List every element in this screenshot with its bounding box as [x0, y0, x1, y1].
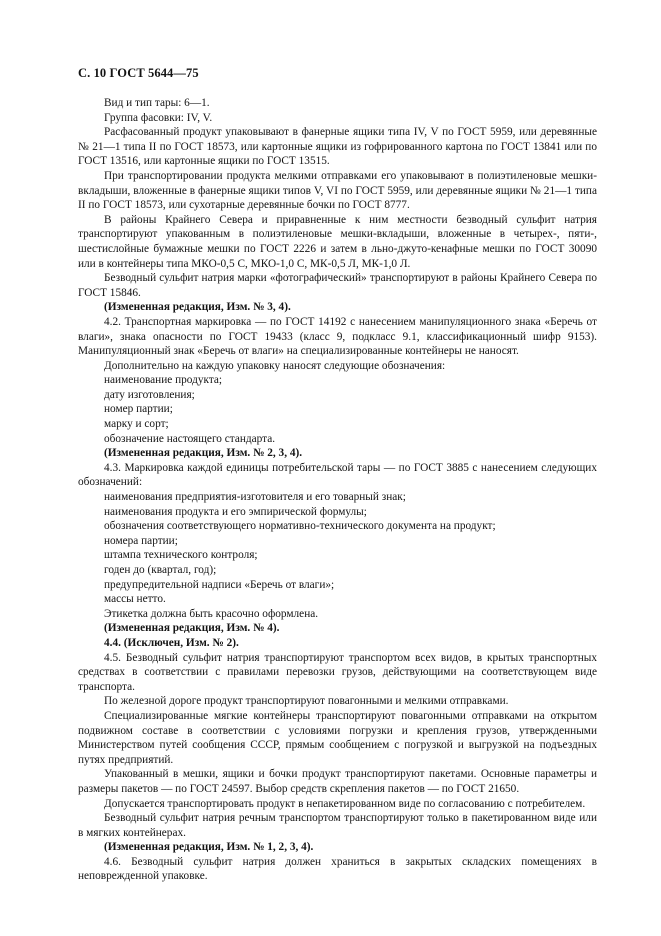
paragraph: наименования предприятия-изготовителя и его товарный знак;: [104, 491, 406, 504]
paragraph: Этикетка должна быть красочно оформлена.: [104, 607, 319, 620]
paragraph: В районы Крайнего Севера и приравненные к ним местности безводный сульфит натрия транспортируют упакованным в полиэтиленовые мешки-вкладыши, вложенные в четырех-, пяти-, шестислойные бумажные мешки по ГОСТ 2226 и затем в льно-джуто-кенафные мешки по ГОСТ 30090 или в контейнеры типа МКО-0,5 С, МКО-1,0 С, МК-0,5 Л, МК-1,0 Л.: [78, 213, 597, 270]
paragraph: Упакованный в мешки, ящики и бочки продукт транспортируют пакетами. Основные параметры и размеры пакетов — по ГОСТ 24597. Выбор средств скрепления пакетов — по ГОСТ 21650.: [78, 768, 597, 795]
paragraph: номер партии;: [104, 403, 173, 416]
paragraph: годен до (квартал, год);: [104, 564, 217, 576]
page-header: С. 10 ГОСТ 5644—75: [78, 66, 199, 80]
paragraph: Безводный сульфит натрия марки «фотографический» транспортируют в районы Крайнего Севера по ГОСТ 15846.: [78, 272, 597, 299]
paragraph: обозначение настоящего стандарта.: [104, 432, 276, 445]
paragraph: предупредительной надписи «Беречь от влаги»;: [104, 578, 335, 591]
paragraph: 4.3. Маркировка каждой единицы потребительской тары — по ГОСТ 3885 с нанесением следующих обозначений:: [78, 461, 597, 489]
amendment-note: (Измененная редакция, Изм. № 2, 3, 4).: [104, 447, 303, 460]
paragraph: Безводный сульфит натрия речным транспортом транспортируют только в пакетированном виде или в мягких контейнерах.: [78, 812, 597, 839]
paragraph: Дополнительно на каждую упаковку наносят следующие обозначения:: [104, 359, 446, 372]
paragraph: 4.6. Безводный сульфит натрия должен храниться в закрытых складских помещениях в неповрежденной упаковке.: [78, 855, 597, 883]
paragraph: дату изготовления;: [104, 388, 195, 401]
paragraph: наименования продукта и его эмпирической формулы;: [104, 505, 367, 518]
paragraph: Допускается транспортировать продукт в непакетированном виде по согласованию с потребителем.: [104, 797, 586, 810]
paragraph: наименование продукта;: [104, 374, 223, 387]
paragraph: массы нетто.: [104, 593, 166, 606]
paragraph: марку и сорт;: [104, 418, 169, 431]
paragraph: Группа фасовки: IV, V.: [104, 111, 213, 124]
paragraph: 4.5. Безводный сульфит натрия транспортируют транспортом всех видов, в крытых транспортных средствах в соответствии с правилами перевозки грузов, действующими на соответствующем виде транспорта.: [78, 651, 597, 693]
paragraph: Специализированные мягкие контейнеры транспортируют повагонными отправками на открытом подвижном составе в соответствии с условиями погрузки и крепления грузов, утвержденными Министерством путей сообщения СССР, прямым сообщением с погрузкой и выгрузкой на подъездных путях предприятий.: [78, 709, 597, 766]
paragraph: штампа технического контроля;: [104, 549, 258, 562]
paragraph: Вид и тип тары: 6—1.: [104, 97, 210, 109]
paragraph: 4.2. Транспортная маркировка — по ГОСТ 14192 с нанесением манипуляционного знака «Беречь от влаги», знака опасности по ГОСТ 19433 (класс 9, подкласс 9.1, классификационный шифр 9153). Манипуляционный знак «Беречь от влаги» на специализированные контейнеры не наносят.: [78, 315, 597, 358]
paragraph: обозначения соответствующего нормативно-технического документа на продукт;: [104, 520, 496, 533]
amendment-note: (Измененная редакция, Изм. № 1, 2, 3, 4).: [104, 841, 314, 854]
amendment-note: (Измененная редакция, Изм. № 3, 4).: [104, 301, 291, 314]
paragraph: номера партии;: [104, 534, 178, 547]
document-body: [78, 96, 597, 884]
paragraph: Расфасованный продукт упаковывают в фанерные ящики типа IV, V по ГОСТ 5959, или деревянные № 21—1 типа II по ГОСТ 18573, или картонные ящики из гофрированного картона по ГОСТ 13841 или по ГОСТ 13516, или картонные ящики по ГОСТ 13515.: [78, 126, 597, 168]
amendment-note: (Измененная редакция, Изм. № 4).: [104, 622, 280, 635]
paragraph: По железной дороге продукт транспортируют повагонными и мелкими отправками.: [104, 695, 509, 708]
paragraph: При транспортировании продукта мелкими отправками его упаковывают в полиэтиленовые мешки-вкладыши, вложенные в фанерные ящики типов V, VI по ГОСТ 5959, или деревянные ящики № 21—1 типа II по ГОСТ 18573, или сухотарные деревянные бочки по ГОСТ 8777.: [78, 169, 597, 212]
amendment-note: 4.4. (Исключен, Изм. № 2).: [104, 636, 239, 649]
